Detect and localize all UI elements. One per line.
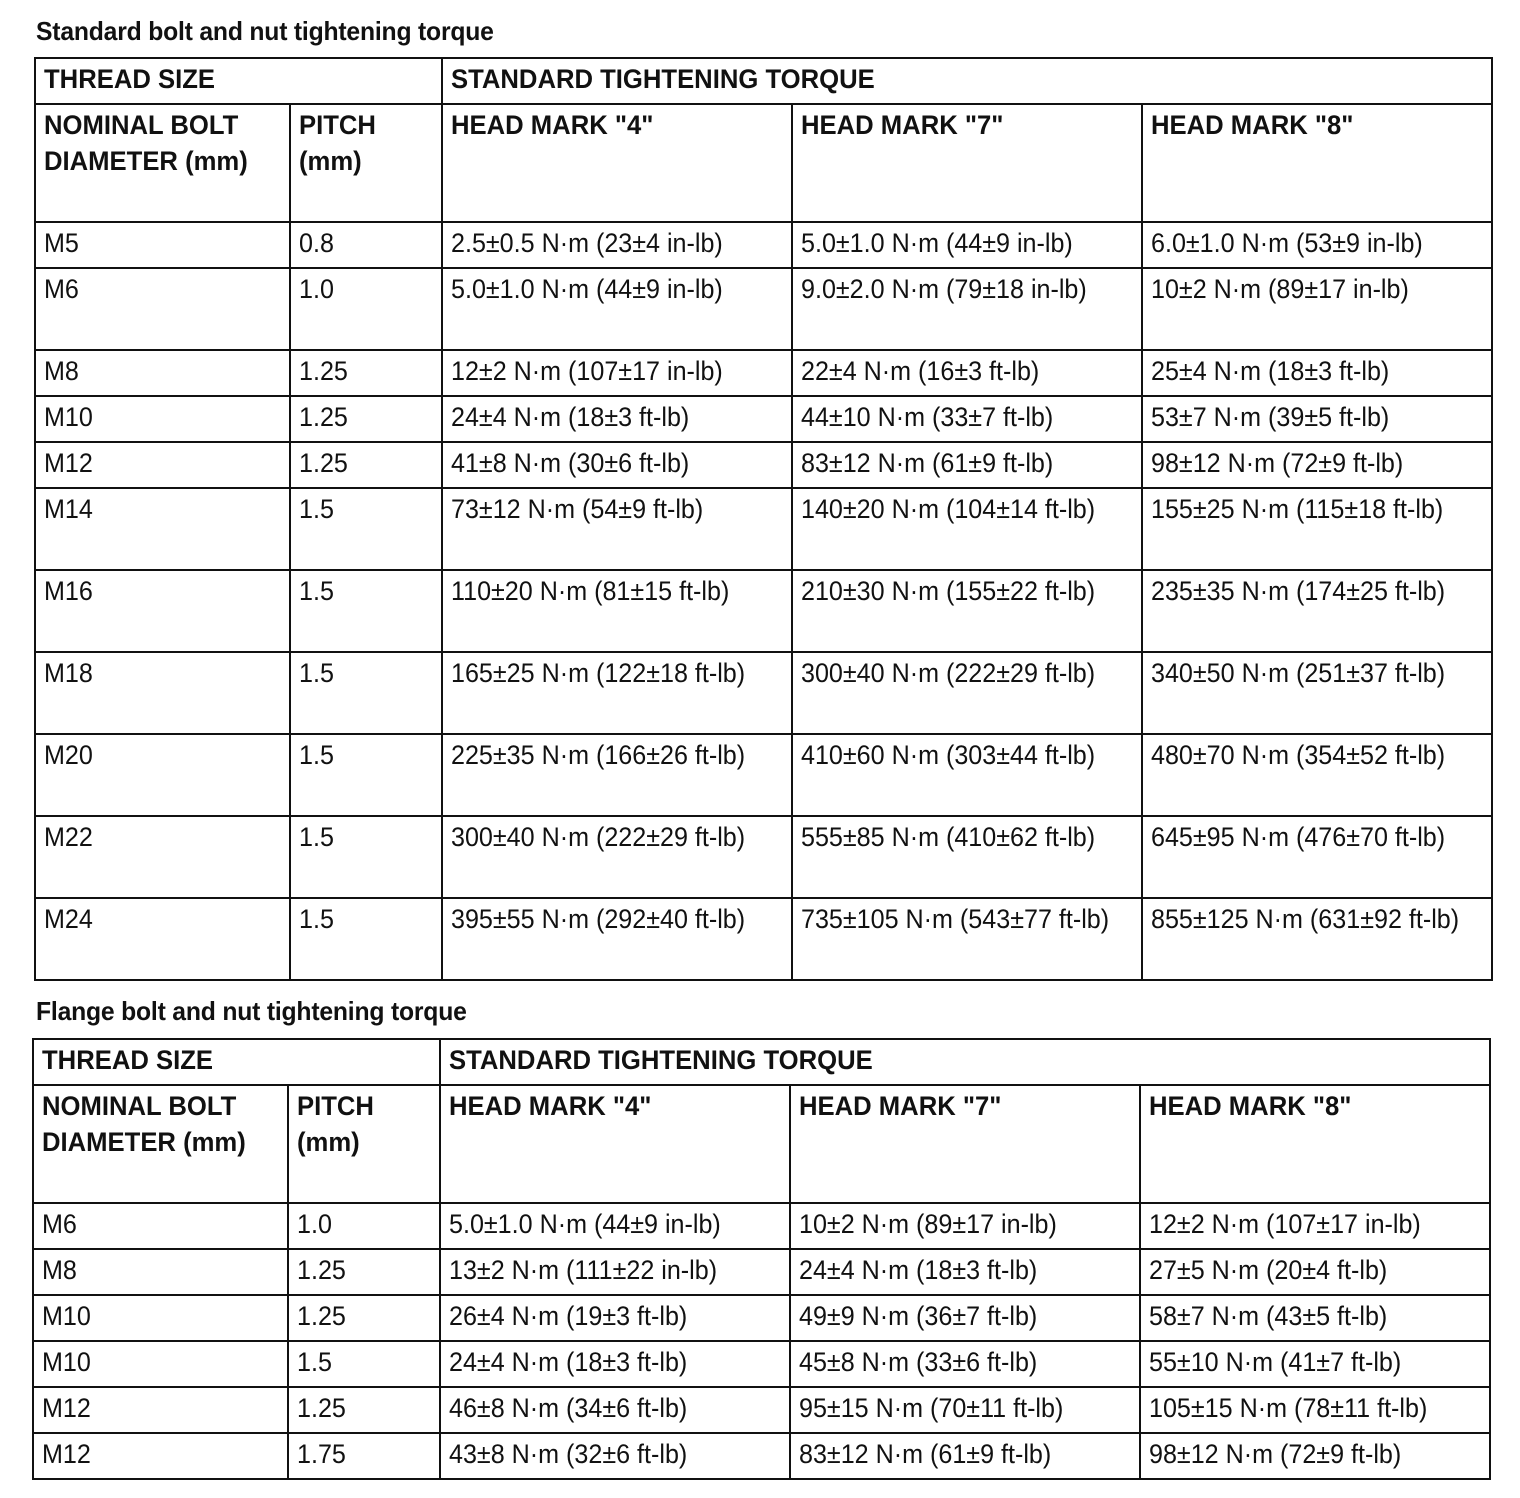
cell-head-mark-8: 480±70 N·m (354±52 ft-lb)	[1142, 734, 1492, 816]
column-header-row	[35, 104, 1492, 222]
cell-head-mark-4: 24±4 N·m (18±3 ft-lb)	[442, 396, 792, 442]
cell-pitch: 1.25	[290, 396, 442, 442]
table-row	[35, 396, 1492, 442]
cell-pitch: 1.25	[290, 350, 442, 396]
cell-head-mark-7: 735±105 N·m (543±77 ft-lb)	[792, 898, 1142, 980]
cell-head-mark-7: 83±12 N·m (61±9 ft-lb)	[792, 442, 1142, 488]
cell-pitch: 1.5	[290, 652, 442, 734]
cell-head-mark-7: 24±4 N·m (18±3 ft-lb)	[790, 1249, 1140, 1295]
group-header-row	[33, 1039, 1490, 1085]
table-row	[35, 442, 1492, 488]
cell-head-mark-7: 140±20 N·m (104±14 ft-lb)	[792, 488, 1142, 570]
table-row	[33, 1249, 1490, 1295]
cell-pitch: 1.25	[290, 442, 442, 488]
table-row	[35, 488, 1492, 570]
col-header-pitch: PITCH (mm)	[290, 104, 442, 222]
cell-head-mark-7: 22±4 N·m (16±3 ft-lb)	[792, 350, 1142, 396]
table-row	[35, 898, 1492, 980]
cell-pitch: 1.5	[290, 570, 442, 652]
table-row	[35, 734, 1492, 816]
thread-size-header: THREAD SIZE	[35, 58, 442, 104]
cell-head-mark-7: 300±40 N·m (222±29 ft-lb)	[792, 652, 1142, 734]
column-header-row	[33, 1085, 1490, 1203]
cell-diameter: M24	[35, 898, 290, 980]
cell-head-mark-7: 410±60 N·m (303±44 ft-lb)	[792, 734, 1142, 816]
table-row	[33, 1295, 1490, 1341]
flange-torque-table	[32, 1038, 1491, 1480]
cell-diameter: M6	[35, 268, 290, 350]
cell-head-mark-7: 95±15 N·m (70±11 ft-lb)	[790, 1387, 1140, 1433]
cell-head-mark-4: 110±20 N·m (81±15 ft-lb)	[442, 570, 792, 652]
cell-head-mark-4: 41±8 N·m (30±6 ft-lb)	[442, 442, 792, 488]
col-header-pitch: PITCH (mm)	[288, 1085, 440, 1203]
cell-head-mark-8: 12±2 N·m (107±17 in-lb)	[1140, 1203, 1490, 1249]
table-row	[33, 1387, 1490, 1433]
cell-diameter: M14	[35, 488, 290, 570]
cell-head-mark-8: 53±7 N·m (39±5 ft-lb)	[1142, 396, 1492, 442]
cell-pitch: 1.0	[288, 1203, 440, 1249]
cell-head-mark-8: 27±5 N·m (20±4 ft-lb)	[1140, 1249, 1490, 1295]
section-title-flange: Flange bolt and nut tightening torque	[36, 996, 467, 1026]
cell-diameter: M10	[33, 1341, 288, 1387]
cell-diameter: M12	[35, 442, 290, 488]
cell-pitch: 1.5	[290, 816, 442, 898]
cell-head-mark-8: 855±125 N·m (631±92 ft-lb)	[1142, 898, 1492, 980]
cell-diameter: M10	[33, 1295, 288, 1341]
table-row	[35, 570, 1492, 652]
cell-pitch: 1.75	[288, 1433, 440, 1479]
cell-head-mark-7: 49±9 N·m (36±7 ft-lb)	[790, 1295, 1140, 1341]
col-header-head-mark-7: HEAD MARK "7"	[792, 104, 1142, 222]
cell-head-mark-4: 73±12 N·m (54±9 ft-lb)	[442, 488, 792, 570]
cell-diameter: M22	[35, 816, 290, 898]
cell-head-mark-4: 46±8 N·m (34±6 ft-lb)	[440, 1387, 790, 1433]
col-header-diameter: NOMINAL BOLT DIAMETER (mm)	[33, 1085, 288, 1203]
cell-head-mark-8: 98±12 N·m (72±9 ft-lb)	[1142, 442, 1492, 488]
cell-head-mark-4: 5.0±1.0 N·m (44±9 in-lb)	[440, 1203, 790, 1249]
cell-head-mark-7: 555±85 N·m (410±62 ft-lb)	[792, 816, 1142, 898]
table-row	[35, 816, 1492, 898]
col-header-head-mark-4: HEAD MARK "4"	[440, 1085, 790, 1203]
group-header-row	[35, 58, 1492, 104]
cell-head-mark-8: 105±15 N·m (78±11 ft-lb)	[1140, 1387, 1490, 1433]
table-row	[33, 1433, 1490, 1479]
col-header-diameter: NOMINAL BOLT DIAMETER (mm)	[35, 104, 290, 222]
section-title-standard: Standard bolt and nut tightening torque	[36, 16, 494, 46]
cell-head-mark-7: 5.0±1.0 N·m (44±9 in-lb)	[792, 222, 1142, 268]
cell-head-mark-7: 44±10 N·m (33±7 ft-lb)	[792, 396, 1142, 442]
table-row	[35, 350, 1492, 396]
cell-head-mark-8: 25±4 N·m (18±3 ft-lb)	[1142, 350, 1492, 396]
col-header-head-mark-7: HEAD MARK "7"	[790, 1085, 1140, 1203]
table-row	[35, 222, 1492, 268]
cell-pitch: 1.25	[288, 1249, 440, 1295]
cell-head-mark-4: 300±40 N·m (222±29 ft-lb)	[442, 816, 792, 898]
cell-pitch: 1.5	[290, 734, 442, 816]
cell-head-mark-4: 43±8 N·m (32±6 ft-lb)	[440, 1433, 790, 1479]
cell-head-mark-4: 165±25 N·m (122±18 ft-lb)	[442, 652, 792, 734]
cell-pitch: 1.5	[290, 898, 442, 980]
cell-diameter: M8	[35, 350, 290, 396]
cell-head-mark-7: 45±8 N·m (33±6 ft-lb)	[790, 1341, 1140, 1387]
cell-head-mark-7: 210±30 N·m (155±22 ft-lb)	[792, 570, 1142, 652]
cell-diameter: M20	[35, 734, 290, 816]
cell-head-mark-4: 2.5±0.5 N·m (23±4 in-lb)	[442, 222, 792, 268]
standard-torque-header: STANDARD TIGHTENING TORQUE	[442, 58, 1492, 104]
cell-diameter: M16	[35, 570, 290, 652]
cell-diameter: M18	[35, 652, 290, 734]
col-header-head-mark-4: HEAD MARK "4"	[442, 104, 792, 222]
cell-diameter: M6	[33, 1203, 288, 1249]
cell-diameter: M12	[33, 1387, 288, 1433]
cell-head-mark-8: 155±25 N·m (115±18 ft-lb)	[1142, 488, 1492, 570]
cell-pitch: 1.25	[288, 1387, 440, 1433]
table-row	[33, 1341, 1490, 1387]
cell-head-mark-8: 235±35 N·m (174±25 ft-lb)	[1142, 570, 1492, 652]
cell-head-mark-8: 58±7 N·m (43±5 ft-lb)	[1140, 1295, 1490, 1341]
cell-diameter: M12	[33, 1433, 288, 1479]
col-header-head-mark-8: HEAD MARK "8"	[1140, 1085, 1490, 1203]
col-header-head-mark-8: HEAD MARK "8"	[1142, 104, 1492, 222]
cell-diameter: M8	[33, 1249, 288, 1295]
table-row	[33, 1203, 1490, 1249]
table-row	[35, 652, 1492, 734]
standard-torque-table	[34, 57, 1493, 981]
cell-head-mark-4: 395±55 N·m (292±40 ft-lb)	[442, 898, 792, 980]
cell-head-mark-8: 55±10 N·m (41±7 ft-lb)	[1140, 1341, 1490, 1387]
cell-head-mark-4: 12±2 N·m (107±17 in-lb)	[442, 350, 792, 396]
standard-torque-header: STANDARD TIGHTENING TORQUE	[440, 1039, 1490, 1085]
cell-head-mark-7: 9.0±2.0 N·m (79±18 in-lb)	[792, 268, 1142, 350]
cell-diameter: M10	[35, 396, 290, 442]
cell-head-mark-8: 10±2 N·m (89±17 in-lb)	[1142, 268, 1492, 350]
cell-head-mark-4: 13±2 N·m (111±22 in-lb)	[440, 1249, 790, 1295]
cell-pitch: 0.8	[290, 222, 442, 268]
cell-pitch: 1.5	[290, 488, 442, 570]
cell-head-mark-8: 340±50 N·m (251±37 ft-lb)	[1142, 652, 1492, 734]
cell-head-mark-8: 98±12 N·m (72±9 ft-lb)	[1140, 1433, 1490, 1479]
cell-head-mark-4: 5.0±1.0 N·m (44±9 in-lb)	[442, 268, 792, 350]
cell-diameter: M5	[35, 222, 290, 268]
cell-head-mark-4: 24±4 N·m (18±3 ft-lb)	[440, 1341, 790, 1387]
cell-head-mark-8: 645±95 N·m (476±70 ft-lb)	[1142, 816, 1492, 898]
thread-size-header: THREAD SIZE	[33, 1039, 440, 1085]
cell-head-mark-8: 6.0±1.0 N·m (53±9 in-lb)	[1142, 222, 1492, 268]
cell-head-mark-4: 26±4 N·m (19±3 ft-lb)	[440, 1295, 790, 1341]
cell-pitch: 1.25	[288, 1295, 440, 1341]
cell-head-mark-4: 225±35 N·m (166±26 ft-lb)	[442, 734, 792, 816]
cell-pitch: 1.5	[288, 1341, 440, 1387]
cell-pitch: 1.0	[290, 268, 442, 350]
table-row	[35, 268, 1492, 350]
cell-head-mark-7: 10±2 N·m (89±17 in-lb)	[790, 1203, 1140, 1249]
cell-head-mark-7: 83±12 N·m (61±9 ft-lb)	[790, 1433, 1140, 1479]
